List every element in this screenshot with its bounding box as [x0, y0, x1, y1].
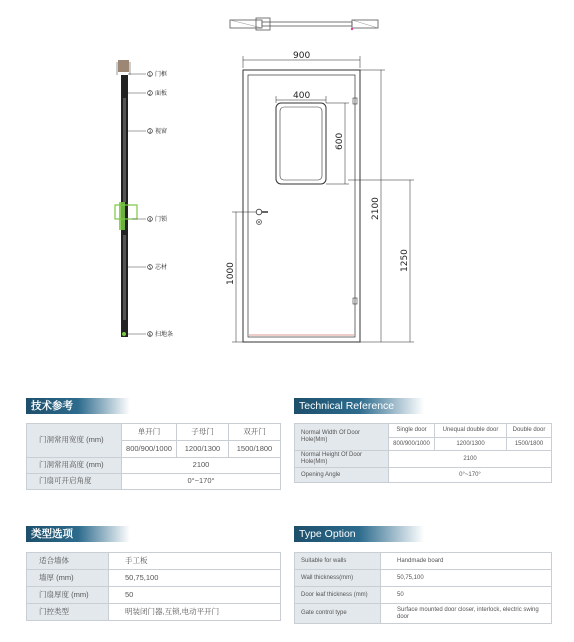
svg-text:1: 1: [148, 72, 152, 77]
svg-text:4: 4: [148, 217, 152, 222]
dim-total-height-label: 1250: [400, 249, 410, 272]
type-en-leaf-label: Door leaf thickness (mm): [295, 587, 381, 604]
tech-en-angle-label: Opening Angle: [295, 468, 389, 483]
type-en-thickness-label: Wall thickness(mm): [295, 570, 381, 587]
tech-cn-header-single: 单开门: [122, 424, 177, 441]
type-en-leaf-value: 50: [381, 587, 552, 604]
type-cn-table: [26, 552, 281, 621]
type-en-control-value: Surface mounted door closer, interlock, electric swing door: [381, 604, 552, 624]
tech-en-header-unequal: Unequal double door: [435, 424, 507, 438]
svg-text:2: 2: [148, 91, 152, 96]
type-cn-leaf-value: 50: [109, 587, 281, 604]
type-en-title: Type Option: [294, 526, 424, 542]
tech-en-width-double: 1500/1800: [507, 438, 552, 451]
type-en-table: [294, 552, 552, 624]
dim-window-width-label: 400: [293, 91, 311, 101]
dim-width-label: 900: [293, 51, 311, 61]
type-cn-control-value: 明装闭门器,互锁,电动平开门: [109, 604, 281, 621]
tech-en-width-unequal: 1200/1300: [435, 438, 507, 451]
tech-cn-height-label: 门洞常用高度 (mm): [27, 458, 122, 474]
door-section-view: [115, 60, 173, 338]
tech-en-angle-value: 0°~170°: [389, 468, 552, 483]
part-label-sweep: 扫地条: [155, 331, 174, 338]
tech-cn-angle-label: 门扇可开启角度: [27, 474, 122, 490]
tech-en-height-value: 2100: [389, 451, 552, 468]
tech-cn-angle-value: 0°~170°: [122, 474, 281, 490]
type-cn-wall-label: 适合墙体: [27, 553, 109, 570]
svg-text:5: 5: [148, 265, 152, 270]
svg-text:6: 6: [148, 332, 152, 337]
type-en-thickness-value: 50,75,100: [381, 570, 552, 587]
type-en-wall-label: Suitable for walls: [295, 553, 381, 570]
door-elevation-view: [232, 56, 414, 342]
type-cn-thickness-value: 50,75,100: [109, 570, 281, 587]
type-cn-control-label: 门控类型: [27, 604, 109, 621]
dim-window-height-label: 600: [335, 132, 345, 150]
type-en-wall-value: Handmade board: [381, 553, 552, 570]
type-cn-wall-value: 手工板: [109, 553, 281, 570]
part-label-lock: 门锁: [155, 216, 168, 223]
part-label-window: 视窗: [155, 128, 168, 135]
tech-cn-header-unequal: 子母门: [177, 424, 229, 441]
tech-cn-height-value: 2100: [122, 458, 281, 474]
tech-cn-header-double: 双开门: [229, 424, 281, 441]
tech-en-title: Technical Reference: [294, 398, 424, 414]
type-cn-title: 类型选项: [26, 526, 130, 542]
dim-door-height-label: 2100: [371, 197, 381, 220]
dim-handle-height-label: 1000: [226, 262, 236, 285]
type-en-control-label: Gate control type: [295, 604, 381, 624]
tech-cn-table: [26, 423, 281, 490]
tech-cn-title: 技术参考: [26, 398, 130, 414]
tech-en-table: [294, 423, 552, 483]
door-plan-view: [230, 18, 378, 30]
tech-en-header-double: Double door: [507, 424, 552, 438]
tech-en-width-single: 800/900/1000: [389, 438, 435, 451]
tech-en-height-label: Normal Height Of Door Hole(Mm): [295, 451, 389, 468]
part-label-frame: 门框: [155, 71, 168, 78]
tech-cn-width-single: 800/900/1000: [122, 441, 177, 458]
tech-cn-width-double: 1500/1800: [229, 441, 281, 458]
tech-cn-width-unequal: 1200/1300: [177, 441, 229, 458]
tech-en-width-label: Normal Width Of Door Hole(Mm): [295, 424, 389, 451]
tech-en-header-single: Single door: [389, 424, 435, 438]
part-label-core: 芯材: [155, 264, 168, 271]
part-label-panel: 面板: [155, 90, 168, 97]
type-cn-thickness-label: 墙厚 (mm): [27, 570, 109, 587]
svg-text:3: 3: [148, 129, 152, 134]
tech-cn-width-label: 门洞常用宽度 (mm): [27, 424, 122, 458]
type-cn-leaf-label: 门扇厚度 (mm): [27, 587, 109, 604]
